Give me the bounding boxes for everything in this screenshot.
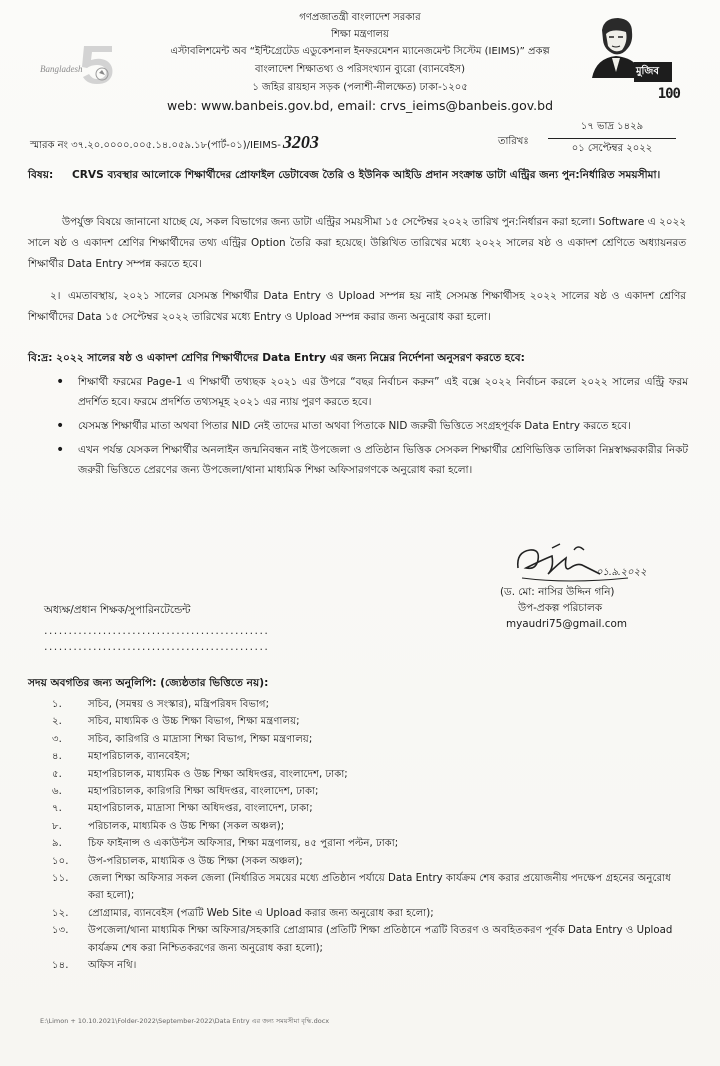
paragraph-1: উপর্যুক্ত বিষয়ে জানানো যাচ্ছে যে, সকল বিভাগের জন্য ডাটা এন্ট্রির সময়সীমা ১৫ সেপ্টেম্বর ২০২২ তারিখ পুন:নির্ধারন করা হলো। Software এ ২০২২ সালে ষষ্ঠ ও একাদশ শ্রেণির শিক্ষার্থীদের তথ্য এন্ট্রির Option তৈরি করা হয়েছে। উল্লিখিত তারিখের মধ্যে ২০২২ সালের ষষ্ঠ ও একাদশ শ্রেণিতে অধ্যায়নরত শিক্ষার্থীর Data Entry সম্পন্ন করতে হবে। [28,216,686,270]
instruction-item: • শিক্ষার্থী ফরমের Page-1 এ শিক্ষার্থী তথ্যছক ২০২১ এর উপরে “বছর নির্বাচন করুন” এই বক্সে ২০২২ নির্বাচন করলে ২০২২ সালের এন্ট্রি ফরম প্রদর্শিত হবে। ফরমে প্রদর্শিত তথ্যসমূহ ২০২১ এর ন্যায় পুরণ করতে হবে। [66,372,688,412]
cc-item-text: উপ-পরিচালক, মাধ্যমিক ও উচ্চ শিক্ষা (সকল অঞ্চল); [88,855,303,867]
instruction-item: • যেসমস্ত শিক্ষার্থীর মাতা অথবা পিতার NID নেই তাদের মাতা অথবা পিতাকে NID জরুরী ভিত্তিতে সংগ্রহপূর্বক Data Entry করতে হবে। [66,416,688,436]
cc-item-number: ১২. [52,907,69,919]
signatory-name: (ড. মো: নাসির উদ্দিন গনি) [500,586,615,598]
cc-list [28,696,688,975]
bureau-title: বাংলাদেশ শিক্ষাতথ্য ও পরিসংখ্যান ব্যুরো (ব্যানবেইস) [254,64,466,75]
address-line: ১ জহির রায়হান সড়ক (পলাশী-নীলক্ষেত) ঢাকা-১২০৫ [252,82,468,93]
cc-item [28,713,688,730]
cc-item-number: ৮. [52,820,62,832]
recipient-label: অধ্যক্ষ/প্রধান শিক্ষক/সুপারিনটেন্ডেন্ট [44,604,191,616]
date-bangla: ১৭ ভাদ্র ১৪২৯ [548,119,676,139]
cc-item-text: পরিচালক, মাধ্যমিক ও উচ্চ শিক্ষা (সকল অঞ্চল); [88,820,285,832]
date-box [548,119,676,158]
cc-item-text: মহাপরিচালক, কারিগরি শিক্ষা অধিদপ্তর, বাংলাদেশ, ঢাকা; [88,786,319,798]
cc-item-number: ৫. [52,768,62,780]
cc-item-text: জেলা শিক্ষা অফিসার সকল জেলা (নির্ধারিত সময়ের মধ্যে প্রতিষ্ঠান পর্যায়ে Data Entry কার্যক্রম শেষ করার প্রয়োজনীয় পদক্ষেপ গ্রহনের অনুরোধ করা হলো); [88,873,671,902]
cc-item [28,800,688,817]
cc-item-text: মহাপরিচালক, মাধ্যমিক ও উচ্চ শিক্ষা অধিদপ্তর, বাংলাদেশ, ঢাকা; [88,768,348,780]
signatory-email: myaudri75@gmail.com [506,618,627,630]
cc-item-number: ১. [52,699,62,710]
cc-item [28,853,688,870]
cc-item-number: ৯. [52,838,62,850]
instruction-list [66,372,688,484]
cc-item-number: ১৪. [52,960,69,972]
cc-item-text: মহাপরিচালক, ব্যানবেইস; [88,751,190,763]
recipient-dots: .............................................. [44,624,270,637]
subject-block [28,166,688,185]
instruction-item: • এখন পর্যন্ত যেসকল শিক্ষার্থীর অনলাইন জন্মনিবন্ধন নাই উপজেলা ও প্রতিষ্ঠান ভিত্তিক সেসকল শিক্ষার্থীর শ্রেণিভিত্তিক তালিকা নিম্নস্বাক্ষরকারীর নিকট জরুরী ভিত্তিতে প্রেরণের জন্য উপজেলা/থানা মাধ্যমিক শিক্ষা অফিসারগণকে অনুরোধ করা হলো। [66,440,688,480]
cc-item-number: ৭. [52,803,62,815]
cc-item-text: চিফ ফাইনান্স ও একাউন্টস অফিসার, শিক্ষা মন্ত্রণালয়, ৪৫ পুরানা পল্টন, ঢাকা; [88,838,399,850]
cc-item [28,835,688,852]
subject-text: CRVS ব্যবস্থার আলোকে শিক্ষার্থীদের প্রোফাইল ডেটাবেজ তৈরি ও ইউনিক আইডি প্রদান সংক্রান্ত ডাটা এন্ট্রির জন্য পুন:নির্ধারিত সময়সীমা। [72,169,661,181]
cc-item-number: ১১. [52,873,69,885]
signature-date: ০১.৯.২০২২ [596,567,647,578]
recipient-dots: .............................................. [44,640,270,653]
cc-item [28,922,688,957]
memo-prefix: স্মারক নং ৩৭.২০.০০০০.০০৫.১৪.০৫৯.১৮(পার্ট-০১)/IEIMS- [30,140,281,151]
memo-number: 3203 [282,132,319,152]
gov-title: গণপ্রজাতন্ত্রী বাংলাদেশ সরকার [299,12,421,23]
cc-item-text: অফিস নথি। [88,960,137,972]
handwritten-signature [508,538,658,590]
cc-item-text: সচিব, (সমন্বয় ও সংস্কার), মন্ত্রিপরিষদ বিভাগ; [88,699,270,710]
memo-reference [30,132,319,155]
paragraph-2-text: এমতাবস্থায়, ২০২১ সালের যেসমস্ত শিক্ষার্থীর Data Entry ও Upload সম্পন্ন হয় নাই সেসমস্ত শিক্ষার্থীসহ ২০২২ সালের ষষ্ঠ ও একাদশ শ্রেণির শিক্ষার্থীদের Data ১৫ সেপ্টেম্বর ২০২২ তারিখের মধ্যে Entry ও Upload সম্পন্ন করার জন্য অনুরোধ করা হলো। [28,290,686,323]
cc-item [28,748,688,765]
paragraph-2-number: ২। [50,290,61,302]
cc-item [28,870,688,905]
cc-item-number: ১৩. [52,925,69,937]
cc-item [28,957,688,974]
project-title: এস্টাবলিশমেন্ট অব “ইন্টিগ্রেটেড এডুকেশনাল ইনফরমেশন ম্যানেজমেন্ট সিস্টেম (IEIMS)” প্রকল্প [170,46,550,57]
paragraph-2 [28,286,686,328]
cc-item-number: ৩. [52,733,62,745]
date-english: ০১ সেপ্টেম্বর ২০২২ [571,143,653,154]
signatory-designation: উপ-প্রকল্প পরিচালক [518,602,603,614]
cc-item-text: সচিব, মাধ্যমিক ও উচ্চ শিক্ষা বিভাগ, শিক্ষা মন্ত্রণালয়; [88,716,300,728]
cc-item-text: প্রোগ্রামার, ব্যানবেইস (পত্রটি Web Site এ Upload করার জন্য অনুরোধ করা হলো); [88,907,434,919]
date-label: তারিখঃ [498,136,529,147]
centenary-mark: 100 [657,86,680,102]
cc-item [28,818,688,835]
cc-item-number: ৪. [52,751,62,763]
note-title: বি:দ্র: ২০২২ সালের ষষ্ঠ ও একাদশ শ্রেণির শিক্ষার্থীদের Data Entry এর জন্য নিম্নের নির্দেশনা অনুসরণ করতে হবে: [28,352,525,364]
cc-item-number: ৬. [52,786,62,798]
mujib-caption: মুজিব [636,66,659,77]
cc-item [28,783,688,800]
cc-item [28,766,688,783]
logo-wordmark: Bangladesh [40,64,83,74]
cc-item-number: ১০. [52,855,69,867]
signatory-block [498,584,688,632]
cc-item-text: উপজেলা/থানা মাধ্যমিক শিক্ষা অফিসার/সহকারি প্রোগ্রামার (প্রতিটি শিক্ষা প্রতিষ্ঠানে পত্রটি বিতরণ ও অবহিতকরণ পূর্বক Data Entry ও Upload কার্যক্রম শেষ করা নিশ্চিতকরণের জন্য অনুরোধ করা হলো); [88,925,673,954]
cc-item [28,731,688,748]
file-path-footer: E:\Limon + 10.10.2021\Folder-2022\September-2022\Data Entry এর জন্য সময়সীমা বৃদ্ধি.docx [40,1017,330,1025]
subject-label: বিষয়: [28,169,54,181]
cc-item-text: সচিব, কারিগরি ও মাদ্রাসা শিক্ষা বিভাগ, শিক্ষা মন্ত্রণালয়; [88,733,313,745]
cc-item-number: ২. [52,716,62,728]
cc-title: সদয় অবগতির জন্য অনুলিপি: (জ্যেষ্ঠতার ভিত্তিতে নয়): [28,677,269,689]
cc-item [28,905,688,922]
cc-item [28,696,688,713]
cc-item-text: মহাপরিচালক, মাদ্রাসা শিক্ষা অধিদপ্তর, বাংলাদেশ, ঢাকা; [88,803,313,815]
contact-line: web: www.banbeis.gov.bd, email: crvs_ieims@banbeis.gov.bd [166,98,554,113]
ministry-title: শিক্ষা মন্ত্রণালয় [331,29,389,40]
